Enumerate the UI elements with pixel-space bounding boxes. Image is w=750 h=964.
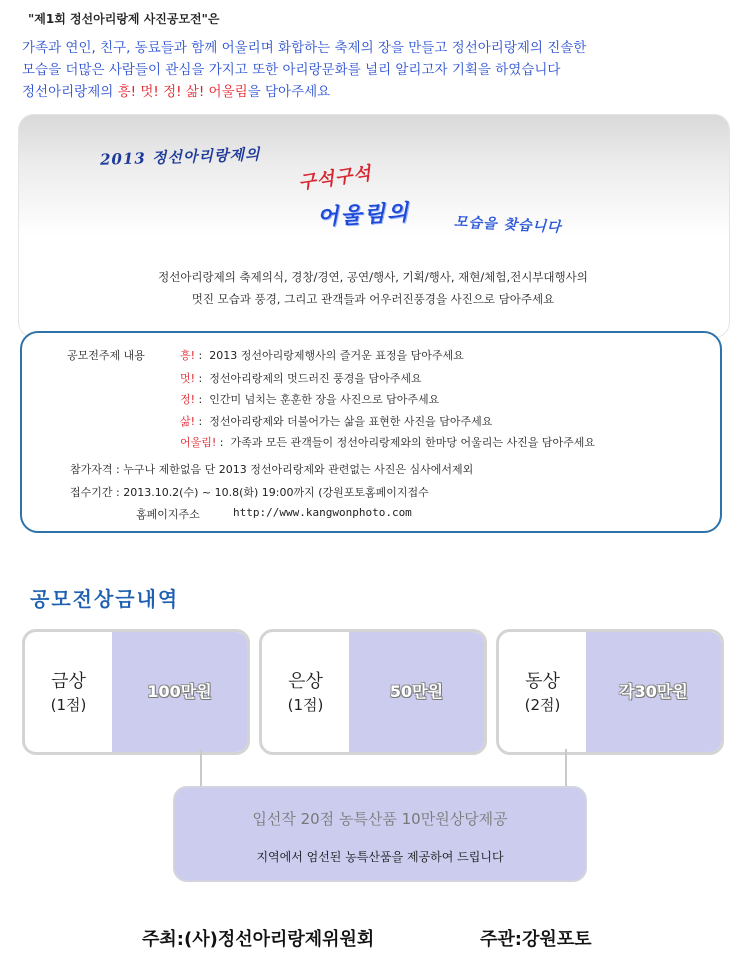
homepage-label: 홈페이지주소 (136, 508, 200, 521)
prize-label (25, 632, 112, 752)
prize-amount: 50만원 (389, 682, 444, 701)
prize-amount-panel (349, 632, 484, 752)
topic-item (180, 391, 439, 407)
topic-keyword: 삶! (180, 415, 196, 428)
topic-separator: : (195, 349, 210, 362)
topic-item (180, 413, 492, 429)
submission-period-text: 접수기간 : 2013.10.2(수) ~ 10.8(화) 19:00까지 (강원포토홈페이지접수 (70, 486, 429, 499)
prize-card-silver (259, 629, 487, 755)
intro-line-3-suffix: 을 담아주세요 (247, 84, 331, 100)
topic-text: 정선아리랑제의 멋드러진 풍경을 담아주세요 (209, 372, 422, 385)
honorable-mention-description: 지역에서 엄선된 농특산품을 제공하여 드립니다 (256, 850, 504, 864)
topic-keyword: 어울림! (180, 436, 217, 449)
headline-gu: 구석구석 (297, 162, 373, 195)
topic-separator: : (195, 415, 210, 428)
prize-count: (1점) (50, 696, 87, 714)
prize-amount: 각30만원 (619, 682, 688, 701)
homepage-link[interactable]: http://www.kangwonphoto.com (233, 506, 412, 519)
topic-keyword: 멋! (180, 372, 196, 385)
intro-line-1: 가족과 연인, 친구, 동료들과 함께 어울리며 화합하는 축제의 장을 만들고 정선아리랑제의 진솔한 (22, 40, 587, 56)
topic-item (180, 434, 595, 450)
topic-text: 가족과 모든 관객들이 정선아리랑제와의 한마당 어울리는 사진을 담아주세요 (230, 436, 596, 449)
headline-eo: 어울림의 (316, 199, 411, 231)
headline-end: 모습을 찾습니다 (453, 214, 562, 236)
prize-count: (1점) (287, 696, 324, 714)
connector-line (565, 749, 567, 789)
intro-line-3-highlight: 흥! 멋! 정! 삶! 어울림 (117, 84, 248, 100)
topic-keyword: 흥! (180, 349, 196, 362)
prize-amount: 100만원 (147, 682, 212, 701)
prize-amount-panel (586, 632, 721, 752)
intro-line-2: 모습을 더많은 사람들이 관심을 가지고 또한 아리랑문화를 널리 알리고자 기획을 하였습니다 (22, 62, 561, 78)
organizer-text: 주관:강원포토 (480, 929, 592, 950)
headline-line-1: 2013 정선아리랑제의 (99, 145, 261, 169)
topic-item (180, 347, 464, 363)
banner-description-2: 멋진 모습과 풍경, 그리고 관객들과 어우러진풍경을 사진으로 담아주세요 (191, 292, 555, 306)
topic-keyword: 정! (180, 393, 196, 406)
intro-line-3-prefix: 정선아리랑제의 (22, 84, 118, 100)
honorable-mention-title: 입선작 20점 농특산품 10만원상당제공 (252, 810, 508, 828)
topic-separator: : (195, 372, 210, 385)
prize-count: (2점) (524, 696, 561, 714)
topic-text: 2013 정선아리랑제행사의 즐거운 표정을 담아주세요 (209, 349, 464, 362)
eligibility-text: 참가자격 : 누구나 제한없음 단 2013 정선아리랑제와 관련없는 사진은 심사에서제외 (70, 463, 474, 476)
intro-line-3 (22, 80, 330, 100)
topic-label: 공모전주제 내용 (67, 349, 145, 362)
prize-name: 은상 (288, 671, 323, 692)
topic-separator: : (195, 393, 210, 406)
prize-amount-panel (112, 632, 247, 752)
banner-description-1: 정선아리랑제의 축제의식, 경창/경연, 공연/행사, 기획/행사, 재현/체험,전시부대행사의 (158, 270, 588, 284)
connector-line (200, 749, 202, 789)
honorable-mention-panel (173, 786, 587, 882)
topic-text: 인간미 넘치는 훈훈한 장을 사진으로 담아주세요 (209, 393, 440, 406)
topic-separator: : (216, 436, 231, 449)
prize-label (262, 632, 349, 752)
host-text: 주최:(사)정선아리랑제위원회 (142, 929, 375, 950)
prize-label (499, 632, 586, 752)
prize-card-bronze (496, 629, 724, 755)
prize-card-gold (22, 629, 250, 755)
prize-heading: 공모전상금내역 (30, 587, 180, 611)
intro-title: "제1회 정선아리랑제 사진공모전"은 (28, 12, 220, 26)
topic-text: 정선아리랑제와 더불어가는 삶을 표현한 사진을 담아주세요 (209, 415, 493, 428)
topic-item (180, 370, 422, 386)
prize-name: 동상 (525, 671, 560, 692)
prize-name: 금상 (51, 671, 86, 692)
